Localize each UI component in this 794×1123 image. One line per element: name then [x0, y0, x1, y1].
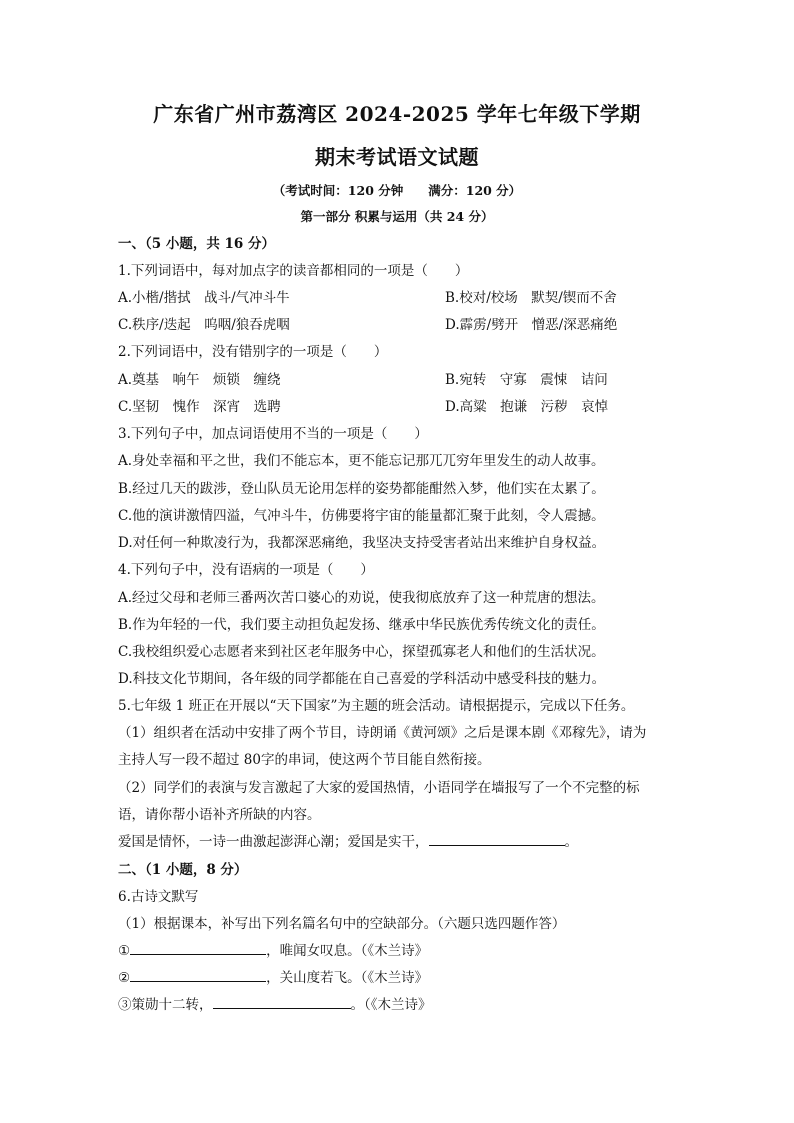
q6-instruction: （1）根据课本，补写出下列名篇名句中的空缺部分。（六题只选四题作答）	[118, 916, 566, 932]
q5-part1-line1: （1）组织者在活动中安排了两个节目，诗朗诵《黄河颂》之后是课本剧《邓稼先》，请为	[118, 725, 647, 741]
part-one-heading: 第一部分 积累与运用（共 24 分）	[300, 209, 494, 224]
q1-option-a: A.小楷/揩拭 战斗/气冲斗牛	[118, 290, 290, 306]
q5-stem: 5.七年级 1 班正在开展以“天下国家”为主题的班会活动。请根据提示，完成以下任务。	[118, 698, 635, 714]
exam-subtitle: 期末考试语文试题	[315, 145, 479, 169]
q2-option-b: B.宛转 守寡 震悚 诘问	[445, 372, 608, 388]
q6-title: 6.古诗文默写	[118, 889, 199, 905]
q3-option-d: D.对任何一种欺凌行为，我都深恶痛绝，我坚决支持受害者站出来维护自身权益。	[118, 535, 606, 551]
q6-item-1	[118, 942, 428, 960]
q6-item-2-suffix: ，关山度若飞。（《木兰诗》	[266, 970, 429, 986]
q6-item-1-prefix: ①	[118, 943, 131, 959]
q2-stem: 2.下列词语中，没有错别字的一项是（ ）	[118, 344, 388, 360]
q6-item-1-blank[interactable]	[130, 942, 266, 955]
q3-option-c: C.他的演讲激情四溢，气冲斗牛，仿佛要将宇宙的能量都汇聚于此刻，令人震撼。	[118, 508, 605, 524]
q6-item-3	[118, 996, 432, 1014]
q5-slogan	[118, 833, 578, 851]
exam-title: 广东省广州市荔湾区 2024-2025 学年七年级下学期	[153, 102, 641, 126]
q4-option-c: C.我校组织爱心志愿者来到社区老年服务中心，探望孤寡老人和他们的生活状况。	[118, 644, 605, 660]
q1-option-b: B.校对/校场 默契/锲而不舍	[445, 290, 617, 306]
exam-info: （考试时间：120 分钟 满分：120 分）	[272, 183, 522, 198]
q6-item-2	[118, 969, 428, 987]
q4-option-a: A.经过父母和老师三番两次苦口婆心的劝说，使我彻底放弃了这一种荒唐的想法。	[118, 590, 605, 606]
q2-option-a: A.奠基 响午 烦锁 缠绕	[118, 372, 281, 388]
section2-heading: 二、（1 小题，8 分）	[118, 862, 248, 878]
q4-stem: 4.下列句子中，没有语病的一项是（ ）	[118, 562, 374, 578]
q4-option-d: D.科技文化节期间，各年级的同学都能在自己喜爱的学科活动中感受科技的魅力。	[118, 671, 606, 687]
q3-option-a: A.身处幸福和平之世，我们不能忘本，更不能忘记那兀兀穷年里发生的动人故事。	[118, 453, 605, 469]
q6-item-3-blank[interactable]	[213, 996, 351, 1009]
q3-option-b: B.经过几天的跋涉，登山队员无论用怎样的姿势都能酣然入梦，他们实在太累了。	[118, 481, 605, 497]
q6-item-3-prefix: ③策勋十二转，	[118, 997, 213, 1013]
q1-option-d: D.霹雳/劈开 憎恶/深恶痛绝	[445, 317, 618, 333]
q5-part2-line2: 语，请你帮小语补齐所缺的内容。	[118, 807, 321, 823]
q1-option-c: C.秩序/迭起 呜咽/狼吞虎咽	[118, 317, 290, 333]
q6-item-2-prefix: ②	[118, 970, 131, 986]
q2-option-c: C.坚韧 愧作 深宵 选聘	[118, 399, 281, 415]
q1-stem: 1.下列词语中，每对加点字的读音都相同的一项是（ ）	[118, 263, 469, 279]
q6-item-3-suffix: 。（《木兰诗》	[350, 997, 432, 1013]
q2-option-d: D.高粱 抱谦 污秽 哀悼	[445, 399, 609, 415]
q5-slogan-text: 爱国是情怀，一诗一曲激起澎湃心潮；爱国是实干，	[118, 834, 429, 850]
q6-item-2-blank[interactable]	[130, 969, 266, 982]
q5-part1-line2: 主持人写一段不超过 80字的串词，使这两个节目能自然衔接。	[118, 752, 491, 768]
q5-slogan-end: 。	[564, 834, 578, 850]
q5-slogan-blank[interactable]	[429, 833, 565, 846]
q3-stem: 3.下列句子中，加点词语使用不当的一项是（ ）	[118, 426, 428, 442]
q6-item-1-suffix: ，唯闻女叹息。（《木兰诗》	[266, 943, 429, 959]
q4-option-b: B.作为年轻的一代，我们要主动担负起发扬、继承中华民族优秀传统文化的责任。	[118, 617, 605, 633]
q5-part2-line1: （2）同学们的表演与发言激起了大家的爱国热情，小语同学在墙报写了一个不完整的标	[118, 780, 640, 796]
section1-heading: 一、（5 小题，共 16 分）	[118, 236, 276, 252]
